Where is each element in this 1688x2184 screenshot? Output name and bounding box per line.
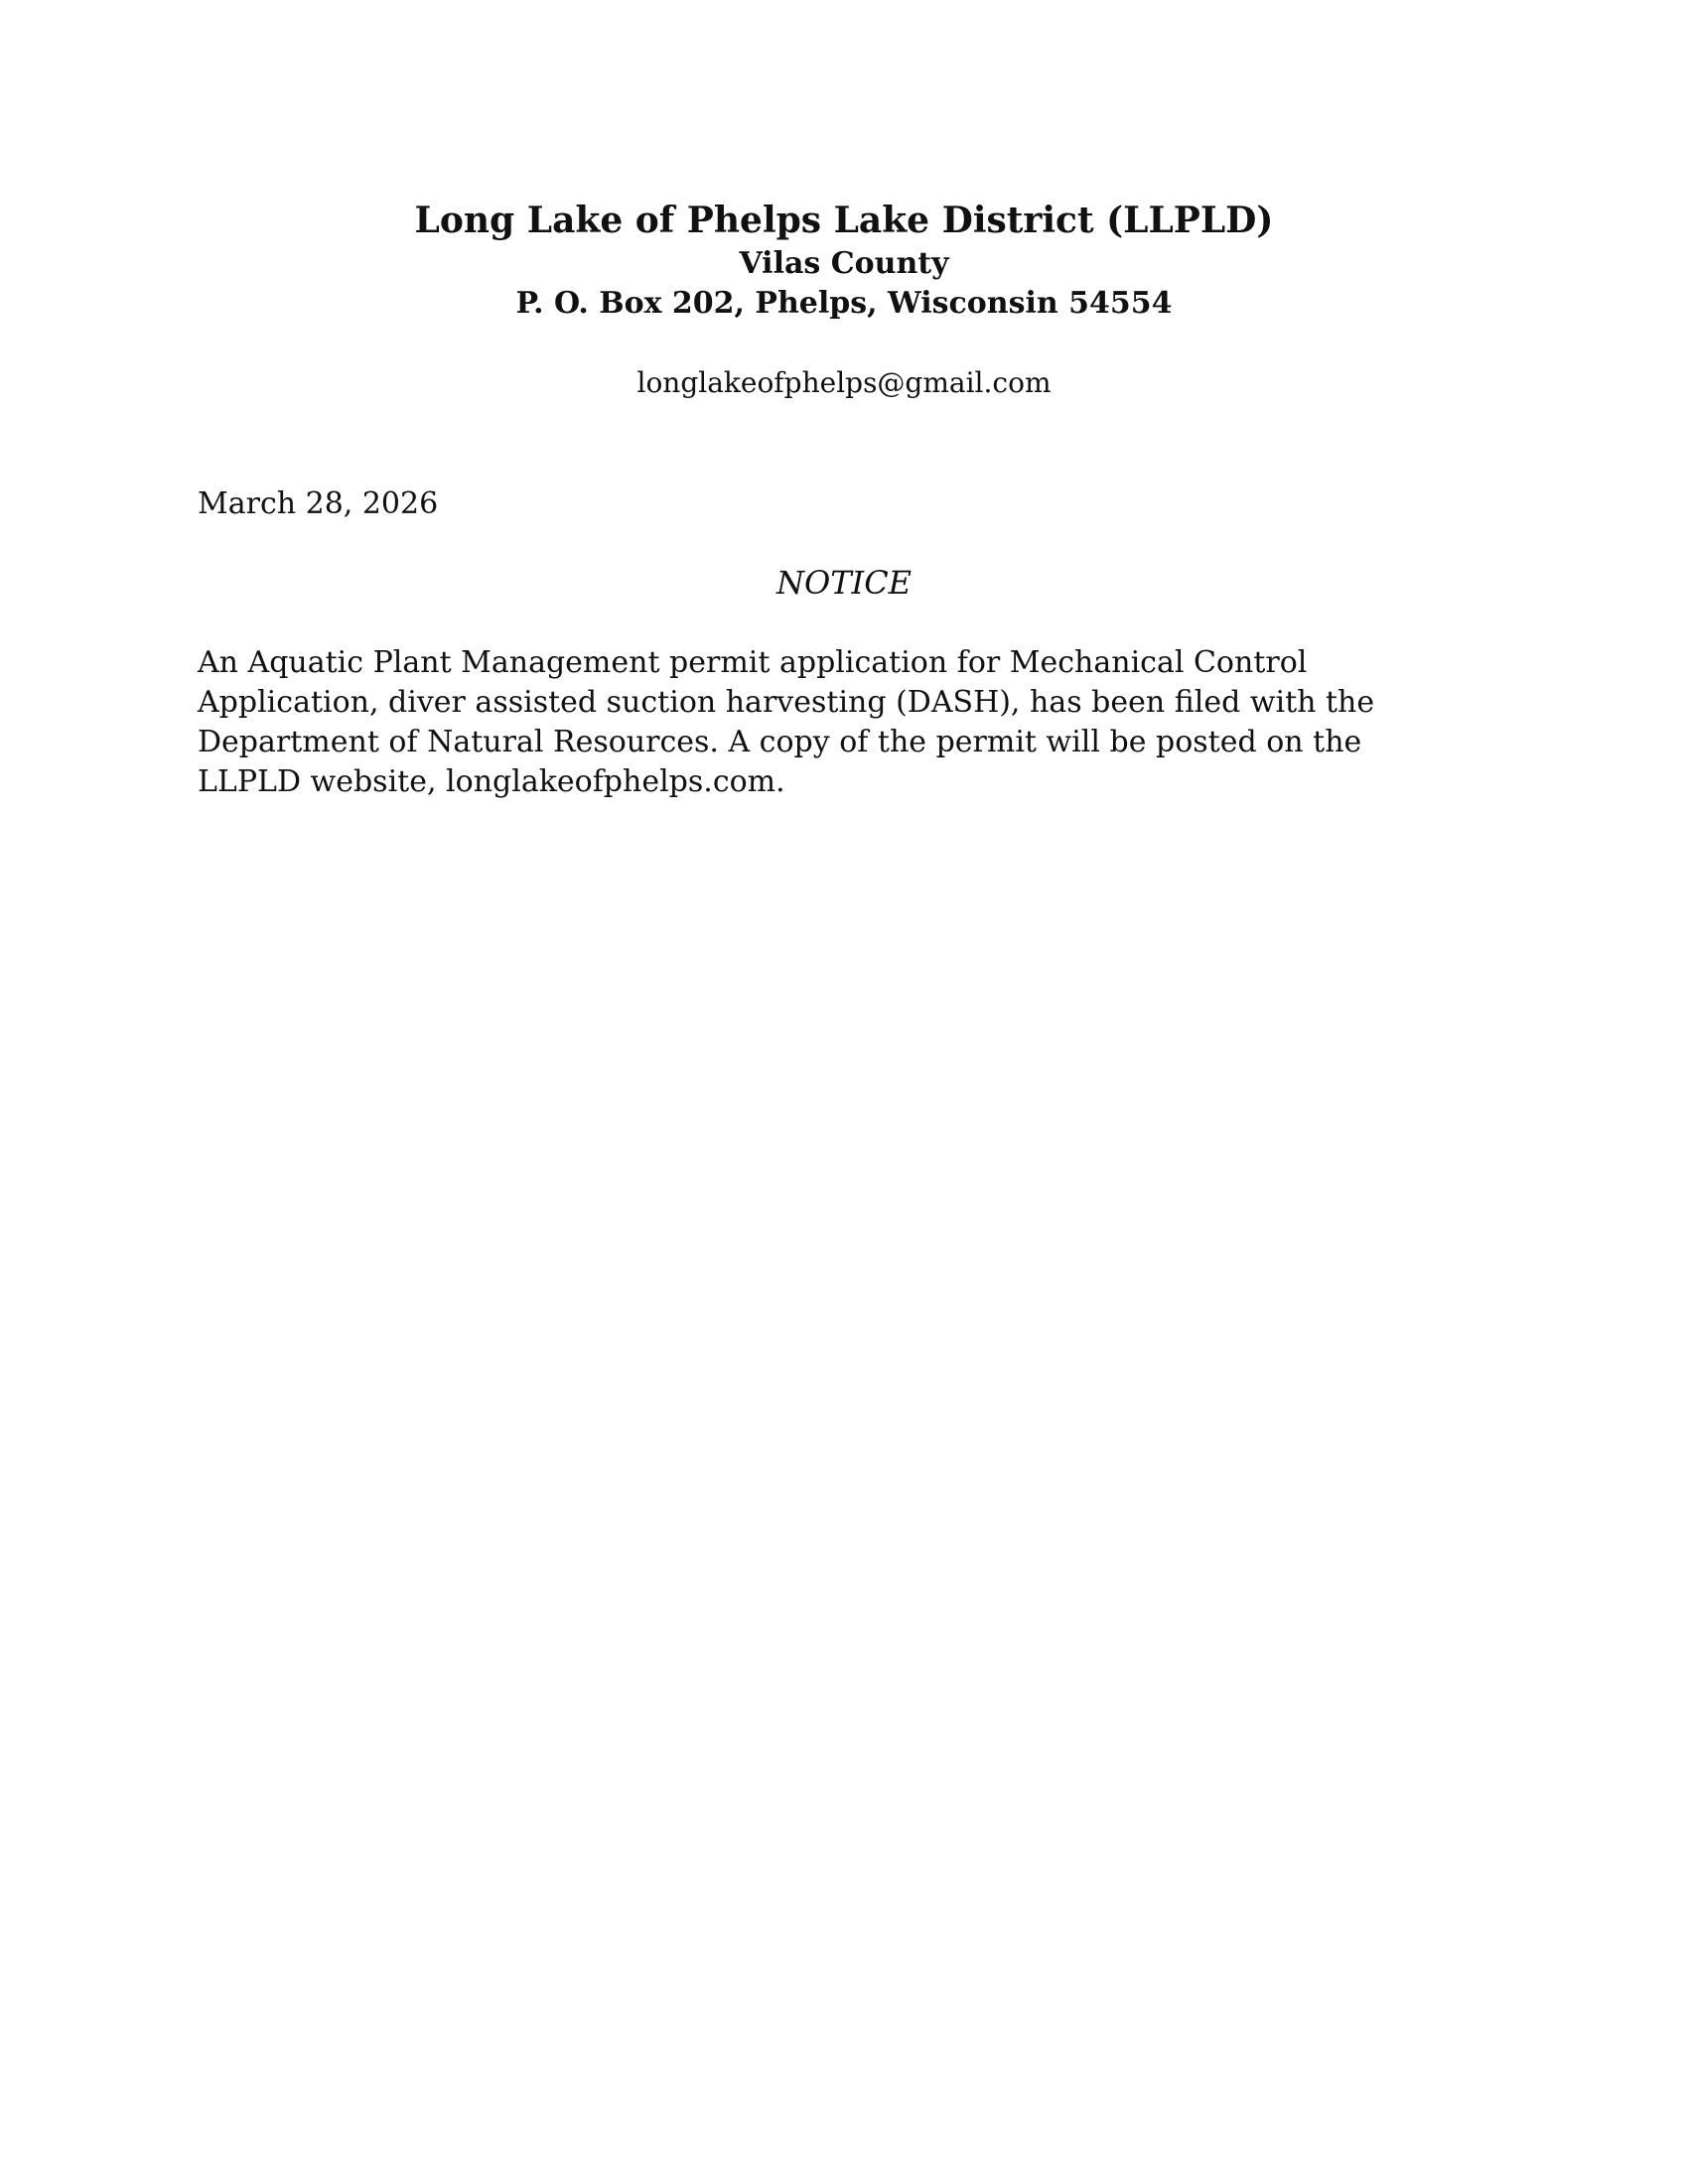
contact-email: longlakeofphelps@gmail.com [636,366,1052,399]
letterhead [0,197,1688,324]
notice-title: NOTICE [775,564,913,602]
county-name: Vilas County [739,246,949,281]
organization-name: Long Lake of Phelps Lake District (LLPLD) [414,200,1274,241]
notice-body: An Aquatic Plant Management permit application for Mechanical Control Application, diver assisted suction harvesting (DASH), has been filed with the Department of Natural Resources. A copy of the permit will be posted on the LLPLD website, longlakeofphelps.com. [198,645,1375,799]
mailing-address: P. O. Box 202, Phelps, Wisconsin 54554 [515,286,1173,321]
letter-date: March 28, 2026 [198,486,439,521]
